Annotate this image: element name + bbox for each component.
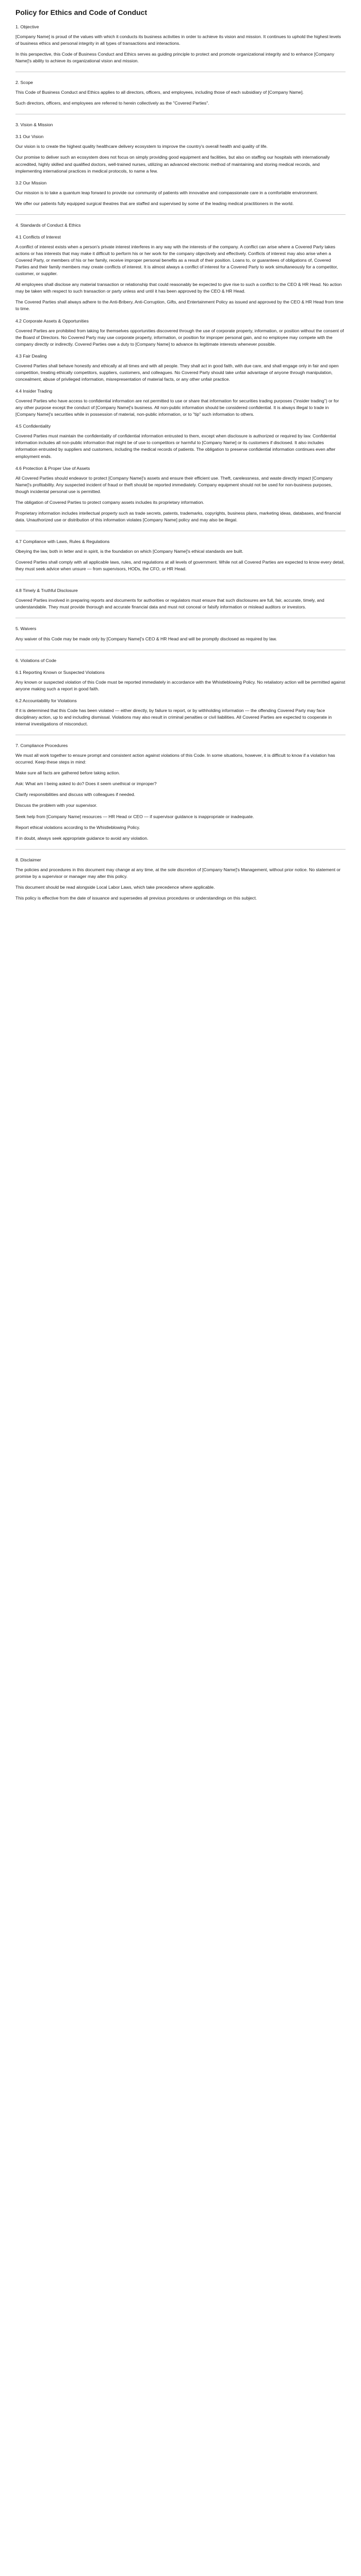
subsection-heading: 3.1 Our Vision <box>15 134 44 140</box>
paragraph: Covered Parties who have access to confidential information are not permitted to use or share that information for securities trading purposes ("insider trading") or for any other purpose except the conduct of [Company Name]'s business. All non-public information should be considered confidential. It is always illegal to trade in [Company Name]'s securities while in possession of material, non-public information, or to "tip" such information to others. <box>15 398 339 417</box>
section-heading: 8. Disclaimer <box>15 857 41 862</box>
section-disclaimer <box>15 857 346 902</box>
section-waivers <box>15 625 346 642</box>
paragraph: [Company Name] is proud of the values with which it conducts its business activities in order to achieve its vision and mission. It continues to uphold the highest levels of business ethics and personal integrity in all types of transactions and interactions. <box>15 33 341 46</box>
section-heading: 7. Compliance Procedures <box>15 743 68 749</box>
subsection-heading: 4.3 Fair Dealing <box>15 353 47 359</box>
subsection-heading: 4.4 Insider Trading <box>15 388 53 394</box>
paragraph: Covered Parties are prohibited from taking for themselves opportunities discovered through the use of corporate property, information, or position without the consent of the Board of Directors. No Covered Party may use corporate property, information, or position for improper personal gain, and no employee may compete with the company directly or indirectly. Covered Parties owe a duty to [Company Name] to advance its legitimate interests whenever possible. <box>15 328 344 347</box>
section-heading: 1. Objective <box>15 24 39 29</box>
paragraph: Ask: What am I being asked to do? Does it seem unethical or improper? <box>15 781 157 787</box>
section-heading: 5. Waivers <box>15 626 37 632</box>
section-heading: 4. Standards of Conduct & Ethics <box>15 222 81 228</box>
paragraph: Our mission is to take a quantum leap forward to provide our community of patients with innovative and compassionate care in a comfortable environment. <box>15 190 318 195</box>
paragraph: Covered Parties must maintain the confidentiality of confidential information entrusted to them, except when disclosure is authorized or required by law. Confidential information includes all non-public information that might be of use to competitors or harmful to [Company Name] or its customers if disclosed. It also includes information entrusted by suppliers and customers, including the medical records of patients. The obligation to preserve confidential information continues even after employment ends. <box>15 433 336 459</box>
section-standards <box>15 222 346 611</box>
paragraph: This Code of Business Conduct and Ethics applies to all directors, officers, and employees, including those of each subsidiary of [Company Name]. <box>15 90 304 95</box>
paragraph: Clarify responsibilities and discuss with colleagues if needed. <box>15 792 136 798</box>
paragraph: Covered Parties shall comply with all applicable laws, rules, and regulations at all levels of government. While not all Covered Parties are expected to know every detail, they must seek advice when unsure — from supervisors, HODs, the CFO, or HR Head. <box>15 560 345 572</box>
paragraph: If it is determined that this Code has been violated — either directly, by failure to report, or by withholding information — the offending Covered Party may face disciplinary action, up to and including dismissal. Violations may also result in criminal penalties or civil liabilities. All Covered Parties are expected to cooperate in internal investigations of misconduct. <box>15 707 332 727</box>
section-violations <box>15 657 346 728</box>
paragraph: Obeying the law, both in letter and in spirit, is the foundation on which [Company Name]'s ethical standards are built. <box>15 549 243 554</box>
paragraph: A conflict of interest exists when a person's private interest interferes in any way with the interests of the company. A conflict can arise where a Covered Party takes actions or has interests that may make it difficult to perform his or her work for the company objectively and effectively. Conflicts of interest may also arise when a Covered Party, or members of his or her family, receive improper personal benefits as a result of their position. Loans to, or guarantees of obligations of, Covered Parties and their family members may create conflicts of interest. It is almost always a conflict of interest for a Covered Party to work simultaneously for a competitor, customer, or supplier. <box>15 244 338 277</box>
paragraph: All Covered Parties should endeavor to protect [Company Name]'s assets and ensure their efficient use. Theft, carelessness, and waste directly impact [Company Name]'s profitability. Any suspected incident of fraud or theft should be reported immediately. Company equipment should not be used for non-business purposes, though incidental personal use is permitted. <box>15 475 333 494</box>
section-heading: 3. Vision & Mission <box>15 122 53 128</box>
subsection-heading: 4.2 Corporate Assets & Opportunities <box>15 318 89 324</box>
section-scope <box>15 79 346 107</box>
paragraph: The obligation of Covered Parties to protect company assets includes its proprietary information. <box>15 499 204 505</box>
paragraph: If in doubt, always seek appropriate guidance to avoid any violation. <box>15 835 149 841</box>
paragraph: In this perspective, this Code of Business Conduct and Ethics serves as guiding principle to protect and promote organizational integrity and to enhance [Company Name]'s ability to achieve its organizational vision and mission. <box>15 51 335 64</box>
section-compliance-procedures <box>15 742 346 842</box>
subsection-heading: 3.2 Our Mission <box>15 180 47 185</box>
paragraph: Covered Parties involved in preparing reports and documents for authorities or regulators must ensure that such disclosures are full, fair, accurate, timely, and understandable. They must provide thorough and accurate financial data and must not conceal or falsify information or mislead auditors or investors. <box>15 598 324 610</box>
subsection-heading: 4.1 Conflicts of Interest <box>15 234 61 240</box>
paragraph: Any known or suspected violation of this Code must be reported immediately in accordance with the Whistleblowing Policy. No retaliatory action will be permitted against anyone making such a report in good faith. <box>15 679 346 691</box>
paragraph: Our vision is to create the highest quality healthcare delivery ecosystem to improve the country's overall health and quality of life. <box>15 144 268 149</box>
document-page <box>0 0 361 919</box>
divider <box>15 849 346 850</box>
subsection-heading: 4.7 Compliance with Laws, Rules & Regulations <box>15 539 110 545</box>
paragraph: Make sure all facts are gathered before taking action. <box>15 770 120 776</box>
paragraph: Seek help from [Company Name] resources — HR Head or CEO — if supervisor guidance is inappropriate or inadequate. <box>15 814 254 819</box>
paragraph: Our promise to deliver such an ecosystem does not focus on simply providing good equipment and facilities, but also on staffing our hospitals with internationally accredited, highly skilled and qualified doctors, well-trained nurses, utilizing an advanced electronic method of maintaining and storing medical records, and implementing international practices in medical protocols, to name a few. <box>15 155 330 174</box>
subsection-heading: 4.8 Timely & Truthful Disclosure <box>15 588 78 594</box>
section-objective <box>15 24 346 64</box>
paragraph: Proprietary information includes intellectual property such as trade secrets, patents, trademarks, copyrights, business plans, marketing ideas, databases, and financial data. Unauthorized use or distribution of this information violates [Company Name] policy and may also be illegal. <box>15 510 341 522</box>
subsection-heading: 4.6 Protection & Proper Use of Assets <box>15 465 90 471</box>
divider <box>15 214 346 215</box>
paragraph: Discuss the problem with your supervisor. <box>15 803 97 808</box>
paragraph: This document should be read alongside Local Labor Laws, which take precedence where applicable. <box>15 884 215 890</box>
paragraph: Such directors, officers, and employees are referred to herein collectively as the "Covered Parties". <box>15 100 209 106</box>
paragraph: The policies and procedures in this document may change at any time, at the sole discretion of [Company Name]'s Management, without prior notice. No statement or promise by a supervisor or manager may alter this policy. <box>15 867 341 879</box>
paragraph: Covered Parties shall behave honestly and ethically at all times and with all people. They shall act in good faith, with due care, and shall engage only in fair and open competition, treating ethically competitors, suppliers, customers, and colleagues. No Covered Party should take unfair advantage of anyone through manipulation, concealment, abuse of privileged information, misrepresentation of material facts, or any other unfair practice. <box>15 363 339 382</box>
paragraph: This policy is effective from the date of issuance and supersedes all previous procedures or understandings on this subject. <box>15 895 257 901</box>
paragraph: All employees shall disclose any material transaction or relationship that could reasonably be expected to give rise to such a conflict to the CEO & HR Head. No action may be taken with respect to such transaction or party unless and until it has been approved by the CEO & HR Head. <box>15 282 342 294</box>
section-vision-mission <box>15 122 346 207</box>
paragraph: The Covered Parties shall always adhere to the Anti-Bribery, Anti-Corruption, Gifts, and Entertainment Policy as issued and approved by the CEO & HR Head from time to time. <box>15 299 344 312</box>
paragraph: We must all work together to ensure prompt and consistent action against violations of this Code. In some situations, however, it is difficult to know if a violation has occurred. Keep these steps in mind: <box>15 753 335 765</box>
paragraph: Any waiver of this Code may be made only by [Company Name]'s CEO & HR Head and will be promptly disclosed as required by law. <box>15 636 277 641</box>
subsection-heading: 6.2 Accountability for Violations <box>15 698 77 703</box>
subsection-heading: 6.1 Reporting Known or Suspected Violations <box>15 669 105 675</box>
document-title: Policy for Ethics and Code of Conduct <box>15 8 147 16</box>
subsection-heading: 4.5 Confidentiality <box>15 423 51 429</box>
paragraph: Report ethical violations according to the Whistleblowing Policy. <box>15 824 140 830</box>
paragraph: We offer our patients fully equipped surgical theatres that are staffed and supervised by some of the leading medical practitioners in the world. <box>15 200 294 206</box>
section-heading: 2. Scope <box>15 80 33 86</box>
section-heading: 6. Violations of Code <box>15 657 57 663</box>
